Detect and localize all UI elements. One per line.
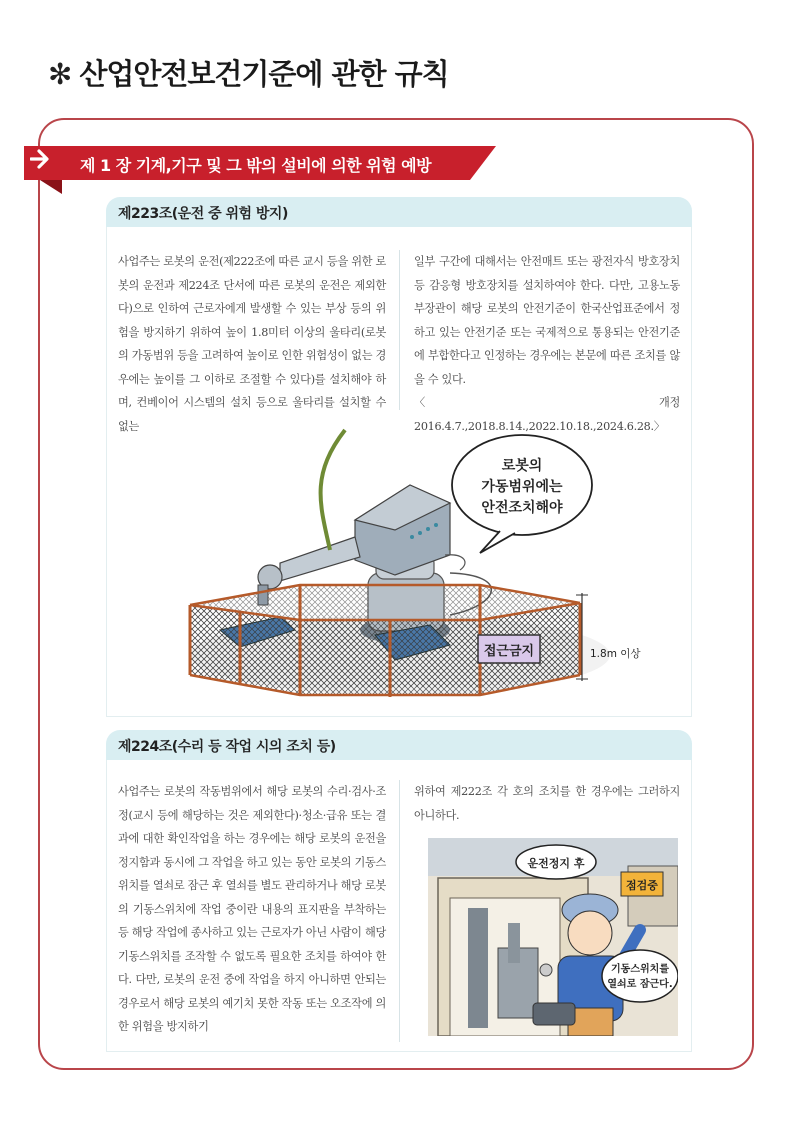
fence-sign-text: 접근금지: [483, 644, 535, 659]
chapter-title: 제 1 장 기계,기구 및 그 밖의 설비에 의한 위험 예방: [80, 156, 432, 175]
speech-line-2: 가동범위에는: [481, 479, 563, 495]
article-223-heading: 제223조(운전 중 위험 방지): [106, 197, 692, 227]
article-224-heading: 제224조(수리 등 작업 시의 조치 등): [106, 730, 692, 760]
amendment-note: 〈개정 2016.4.7.,2018.8.14.,2022.10.18.,2024.6.28.〉: [414, 396, 680, 433]
article-224-right-text: 위하여 제222조 각 호의 조치를 한 경우에는 그러하지 아니하다.: [414, 785, 680, 822]
height-label: 1.8m 이상: [590, 648, 641, 660]
inspection-sign-text: 점검중: [626, 879, 658, 892]
maintenance-illustration: [428, 838, 678, 1036]
robot-fence-illustration: [180, 425, 650, 710]
column-divider: [399, 250, 400, 410]
asterisk-icon: ✻: [48, 57, 72, 91]
bubble-bottom-line-1: 기동스위치를: [611, 964, 669, 975]
column-divider: [399, 780, 400, 1042]
article-224-left-text: 사업주는 로봇의 작동범위에서 해당 로봇의 수리·검사·조정(교시 등에 해당하는 것은 제외한다)·청소·급유 또는 결과에 대한 확인작업을 하는 경우에는 해당 로봇의 운전을 정지함과 동시에 그 작업을 하고 있는 동안 로봇의 기동스위치를 열쇠로 잠근 후 열쇠를 별도 관리하거나 해당 로봇의 기동스위치에 작업 중이란 내용의 표지판을 부착하는 등 해당 작업에 종사하고 있는 근로자가 아닌 사람이 해당 기동스위치를 조작할 수 없도록 필요한 조치를 하여야 한다. 다만, 로봇의 운전 중에 작업을 하지 아니하면 안되는 경우로서 해당 로봇의 예기치 못한 작동 또는 오조작에 의한 위험을 방지하기: [118, 785, 386, 1033]
bubble-top-text: 운전정지 후: [527, 857, 585, 870]
article-223-right-column: [414, 250, 680, 438]
bubble-bottom-line-2: 열쇠로 잠근다.: [607, 979, 673, 990]
article-223-right-text: 일부 구간에 대해서는 안전매트 또는 광전자식 방호장치 등 감응형 방호장치를 설치하여야 한다. 다만, 고용노동부장관이 해당 로봇의 안전기준이 한국산업표준에서 정하고 있는 안전기준 또는 국제적으로 통용되는 안전기준에 부합한다고 인정하는 경우에는 본문에 따른 조치를 않을 수 있다.: [414, 255, 680, 386]
speech-line-3: 안전조치해야: [481, 500, 563, 516]
article-223-left-text: 사업주는 로봇의 운전(제222조에 따른 교시 등을 위한 로봇의 운전과 제224조 단서에 따른 로봇의 운전은 제외한다)으로 인하여 근로자에게 발생할 수 있는 부상 등의 위험을 방지하기 위하여 높이 1.8미터 이상의 울타리(로봇의 가동범위 등을 고려하여 높이로 인한 위험성이 없는 경우에는 높이를 그 이하로 조절할 수 있다)를 설치해야 하며, 컨베이어 시스템의 설치 등으로 울타리를 설치할 수 없는: [118, 255, 386, 433]
page-title: [48, 52, 449, 93]
arrow-right-icon: [30, 147, 50, 177]
page-title-text: 산업안전보건기준에 관한 규칙: [79, 57, 449, 91]
speech-line-1: 로봇의: [501, 458, 543, 474]
